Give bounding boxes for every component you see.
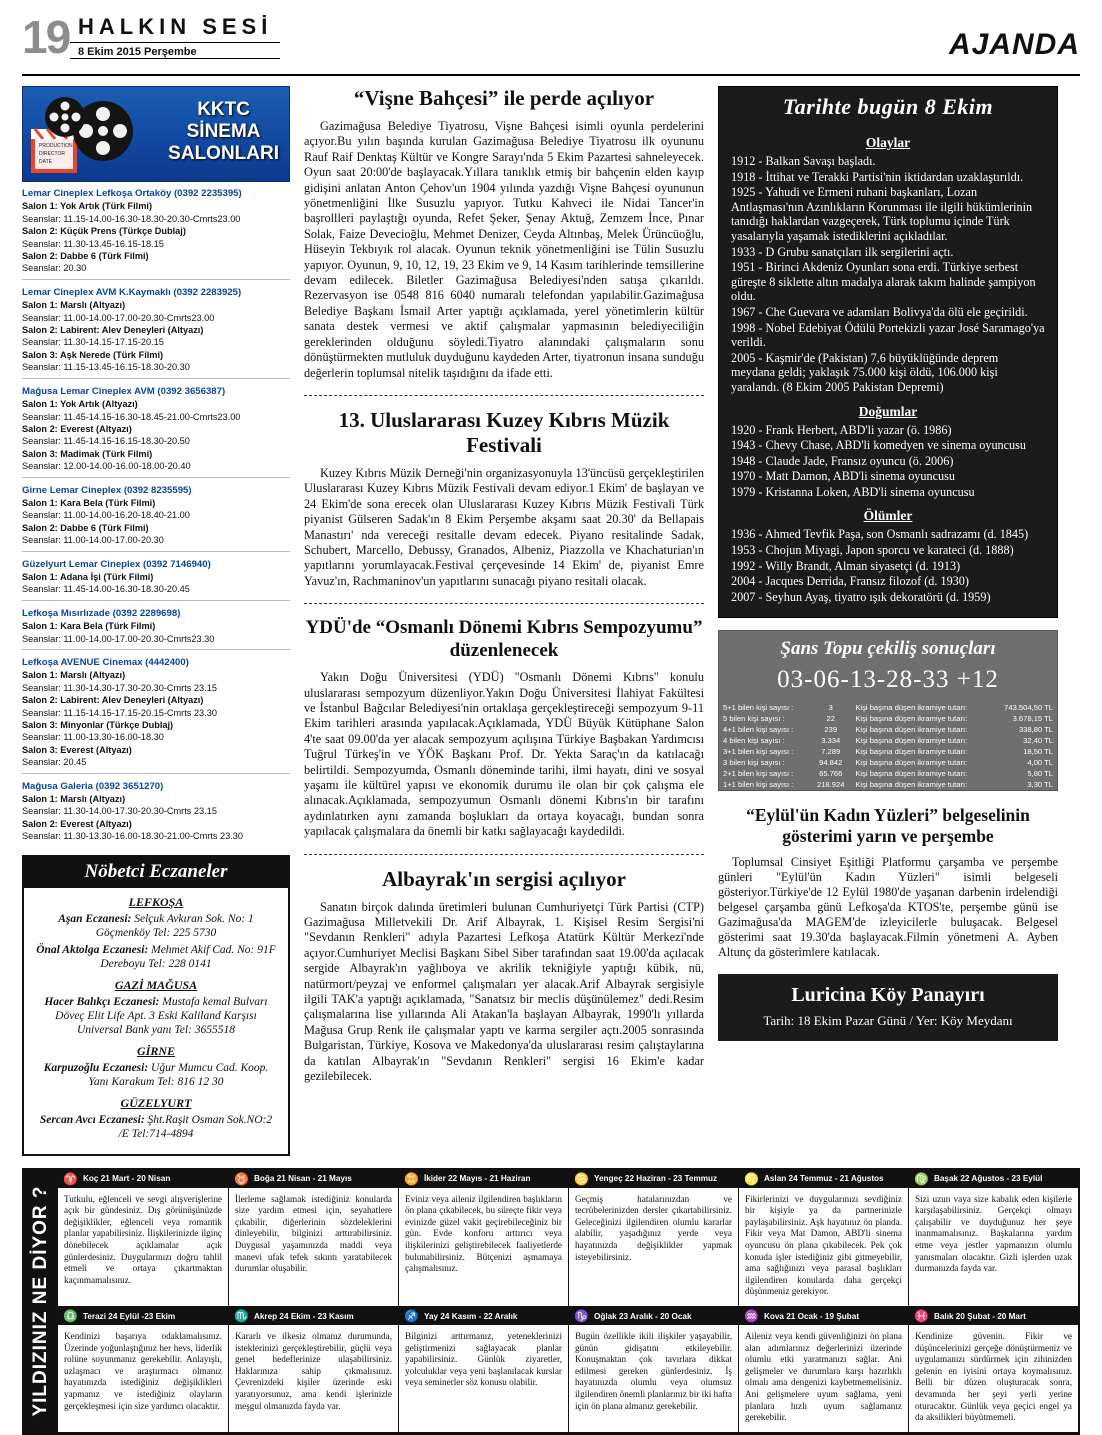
cinema-hall-film: Salon 1: Yok Artık (Türk Filmi) [22,201,153,212]
lottery-cell: 3.334 [821,736,841,746]
svg-text:DATE: DATE [39,159,52,165]
cinema-header-banner [22,86,290,182]
svg-text:PRODUCTION: PRODUCTION [39,143,73,149]
horoscope-text: Bugün özellikle ikili ilişkiler yaşayabilir, günün gidişatını etkileyebilir. Konuşmaktan çok tavırlara dikkat edilmesi gereken günlerdesiniz. İş hayatınızda olumlu veya olumsuz ilgilendiren önemli planlarınız bir iki hafta için ön plana almanız gerekebilir. [575,1331,732,1411]
cinema-divider [22,773,290,774]
horoscope-text: Fikirlerinizi ve duygularınızı sevdiğiniz bir kişiyle ya da partnerinizle paylaşabilirsiniz. Aşk hayatınız ön planda. Fikir veya Mat Damon, ABD'li sinema oyuncusu ön plana çıkabilecek. Pek çok konuda işler istediğiniz gibi gitmeyebilir, ama sağlığınızı veya parasal başlıkları ilgilendiren konularda daha gerçekçi düşünmeniz gerekiyor. [745,1193,902,1297]
cinema-theater-name: Girne Lemar Cineplex (0392 8235595) [22,484,192,496]
cinema-hall-film: Salon 2: Labirent: Alev Deneyleri (Altyazı) [22,695,204,706]
horoscope-sign-name: Boğa 21 Nisan - 21 Mayıs [253,1174,352,1184]
pharmacy-entry [34,943,278,971]
history-item: 2005 - Kaşmir'de (Pakistan) 7,6 büyüklüğünde deprem meydana geldi; yaklaşık 75.000 kişi öldü, 106.000 kişi yaralandı. (8 Ekim 2005 Pakistan Depremi) [731,350,999,394]
pharmacy-entry [34,912,278,940]
zodiac-icon: ♏ [234,1309,249,1324]
cinema-hall-film: Salon 3: Madimak (Türk Filmi) [22,448,153,459]
pharmacy-city-name: GÜZELYURT [120,1095,192,1110]
documentary-body [718,855,1058,960]
lottery-cell: 3,30 TL [1027,780,1053,790]
horoscope-sign-name: Kova 21 Ocak - 19 Şubat [763,1311,860,1321]
zodiac-icon: ♊ [404,1171,419,1186]
lottery-table [719,702,1057,790]
documentary-title: “Eylül'ün Kadın Yüzleri” belgeselinin gösterimi yarın ve perşembe [746,805,1030,847]
horoscope-grid [58,1170,1078,1433]
horoscope-cell [738,1307,908,1433]
article-divider [304,603,704,604]
article-paragraph: Yakın Doğu Üniversitesi (YDÜ) "Osmanlı Dönemi Kıbrıs" konulu uluslararası sempozyum düzenliyor.Yakın Doğu Üniversitesi İlahiyat Fakültesi ve İstanbul Bağcılar Belediyesi'nin ortaklaşa gerçekleştireceği sempozyum 9-11 Ekim tarihleri arasında yapılacak.Açıklamada, YDÜ Büyük Kütüphane Salon 4'te saat 09.00'da yer alacak sempozyum açılışına Türkiye Başbakan Yardımcısı Tuğrul Türkeş'in ve YÖK Başkanı Prof. Dr. Yekta Saraç'ın da katılacağı belirtildi. Sempozyumda, Osmanlı döneminde tarihi, ilmi hayatı, dini ve sosyal yaşamı ile kültürel yapısı ve ekonomik durumu ile olan bir çok çalışma ele alınacak.Açıklamada, sempozyumun Osmanlı dönemi Kıbrıs'ın bir tarafını aydınlatırken aynı zamanda boşlukları da ortaya koyacağı, bundan sonra yapılacak çalışmalara da önemli bir katkı sağlayacağı kaydedildi. [304,670,704,839]
article-body [304,466,704,589]
pharmacy-entry [34,1061,278,1089]
article-divider [304,854,704,855]
article-paragraph: Gazimağusa Belediye Tiyatrosu, Vişne Bahçesi isimli oyunla perdelerini açıyor.Bu yılın başında kurulan Gazimağusa Belediye Tiyatrosu ilk oyununu Rauf Raif Denktaş Kültür ve Kongre Sarayı'nda 5 Ekim Pazartesi sahneleyecek. Oyun saat 20:00'de başlayacak.Yıllara tanıklık etmiş bir bahçenin elden kayıp gidişini anlatan Anton Çehov'un 1904 yılında yazdığı Vişne Bahçesi oyununun yönetmenliğini İlke Susuzlu yapıyor. Tutku Kahveci ile Nidai Tancer'in başrollleri paylaştığı oyunda, Refet Şeker, Şenay Aktuğ, Zemzem İnce, Pınar Solak, Faize Devecioğlu, Mehmet Denizer, Ceyda Altınbaş, Melek Ürüncüoğlu, Hüseyin Tekbıyık rol alacak. Oyunun teknik yönetmenliğini ise Tülin Susuzlu yapıyor. Oyunun, 9, 10, 12, 19, 23 Ekim ve 9, 14 Kasım tarihlerinde temsillerine devam edilecek. Biletler Gazimağusa Belediyesi'nden satışa çıkarıldı. Rezervasyon ise 0548 816 6040 numaralı telefondan yapılabilir.Gazimağusa Belediye Başkanı İsmail Arter yaptığı açıklamada, yerel yönetimlerin kültür sanata destek vermesi ve aktif çalışmalar yapmasının belediyeciliğin gereklerinden olduğunu söyledi.Tiyatro alanındaki çalışmaların sonu dönüştürmekten mutluluk duyduğunu kaydeden Arter, tiyatronun insana sunduğu değerlerin toplumsal nitelik taşıdığını da ifade etti. [304,119,704,380]
cinema-showtimes: Seanslar: 11.15-13.45-16.15-18.30-20.30 [22,362,190,373]
horoscope-text: Kendinize güvenin. Fikir ve düşüncelerinizi gerçeğe dönüştürmeniz ve uygulamanızı sürdürmek için zihinizden gelenin en iyisini ortaya koymalısınız. Belli bir düzen oluşturacak sonra, devamında her şeyi yerli yerine oturacaktır. Günlük veya geçici engel ya da aksilikleri büyütmemeli. [915,1331,1072,1423]
lottery-cell: 32,40 TL [1023,736,1053,746]
history-section-heading: Olaylar [865,135,911,150]
pharmacy-address: Mehmet Akif Cad. No: 91F Dereboyu Tel: 228 0141 [100,943,276,970]
pharmacy-city-name: LEFKOŞA [128,894,184,909]
cinema-banner-line1: KKTC [197,99,250,120]
horoscope-cell [398,1307,568,1433]
horoscope-text: Bilginizi arttırmanız, yeteneklerinizi geliştirmenizi sağlayacak planlar yapabilirsiniz. Günlük ziyaretler, yolculuklar veya yeni başlanılacak kurslar veya seminerler söz konusu olabilir. [405,1331,562,1388]
cinema-hall-film: Salon 3: Aşk Nerede (Türk Filmi) [22,349,164,360]
horoscope-cell [738,1170,908,1307]
lottery-row [719,713,1057,724]
middle-column [304,86,704,1156]
history-item-list [731,527,1045,604]
horoscope-cell [228,1170,398,1307]
zodiac-icon: ♐ [404,1309,419,1324]
lottery-box [718,630,1058,791]
history-item: 1920 - Frank Herbert, ABD'li yazar (ö. 1986) [731,422,952,437]
history-item: 1951 - Birinci Akdeniz Oyunları sona erdi. Türkiye serbest güreşte 8 siklette altın madalya alarak takım halinde şampiyon oldu. [731,260,1036,304]
lottery-cell: Kişi başına düşen ikramiye tutarı: [855,747,968,757]
horoscope-cell [228,1307,398,1433]
cinema-divider [22,551,290,552]
history-item-list [731,154,1045,395]
cinema-theater-name: Mağusa Galeria (0392 3651270) [22,780,164,792]
lottery-cell: 4,00 TL [1027,758,1053,768]
horoscope-sign-name: Oğlak 23 Aralık - 20 Ocak [593,1311,692,1321]
cinema-hall-film: Salon 3: Everest (Altyazı) [22,744,132,755]
cinema-hall-film: Salon 1: Kara Bela (Türk Filmi) [22,497,156,508]
history-section-heading: Doğumlar [858,403,918,419]
lottery-cell: 218.924 [816,780,845,790]
lottery-cell: Kişi başına düşen ikramiye tutarı: [855,725,968,735]
cinema-banner-line2: SİNEMA [186,121,261,142]
lottery-row [719,702,1057,713]
article-title: 13. Uluslararası Kuzey Kıbrıs Müzik Festivali [338,407,670,457]
horoscope-text: Aileniz veya kendi güvenliğinizi ön plana alan adımlarınız değerlerinizi üzerinde olumlu etki yaratmanızı sağlar. Ani gelişmeler ve durumlara karşı hazırlıklı olmalı ama dengenizi kaybetmemelisiniz. Ani gelişmelere uyum sağlama, yeni planlara hızlı uyum sağlamanız gerekebilir. [745,1331,902,1423]
film-reel-icon [29,95,139,177]
lottery-row [719,724,1057,735]
cinema-theater-name: Lemar Cineplex AVM K.Kaymaklı (0392 2283925) [22,286,242,298]
article-ydu-sempozyum [304,616,704,839]
history-item: 2007 - Seyhun Ayaş, tiyatro ışık dekoratörü (d. 1959) [731,589,991,604]
today-in-history-content [719,135,1057,617]
cinema-showtimes: Seanslar: 11.30-14.15-17.15-20.15 [22,337,164,348]
lottery-cell: Kişi başına düşen ikramiye tutarı: [855,736,968,746]
horoscope-text: Sizi uzun vaya size kabalık eden kişilerle karşılaşabilirsiniz. Gerçekçi olmayı çalışabilir ve duyduğunuz her şeye inanmamalısınız. Başkalarına yardım etme veya jestler yapmanızın olumlu yanısmaları olacaktır. Gizli işlerden uzak durmanızda fayda var. [915,1193,1072,1274]
horoscope-sign-header [58,1170,228,1188]
history-item: 1967 - Che Guevara ve adamları Bolivya'da ölü ele geçirildi. [731,304,1028,319]
horoscope-sign-name: Yengeç 22 Haziran - 23 Temmuz [593,1174,718,1184]
zodiac-icon: ♎ [63,1309,78,1324]
pharmacy-city-name: GAZİ MAĞUSA [114,977,198,992]
pharmacy-entry [34,995,278,1037]
village-fair-subtitle: Tarih: 18 Ekim Pazar Günü / Yer: Köy Meydanı [763,1013,1013,1029]
article-documentary [718,805,1058,960]
cinema-banner-line3: SALONLARI [168,143,279,164]
horoscope-sign-header [739,1170,908,1188]
article-visne-bahcesi [304,86,704,381]
horoscope-cell [58,1170,228,1307]
cinema-showtimes: Seanslar: 11.15-14.15-17.15-20.15-Cmrts 23.30 [22,707,217,718]
lottery-cell: 7.289 [821,747,841,757]
cinema-hall-film: Salon 1: Marslı (Altyazı) [22,300,126,311]
horoscope-text: Eviniz veya aileniz ilgilendiren başlıkların ön plana çıkabilecek, bu süreçte fikir veya evinizde güzel vakit geçirebileceğiniz bir gün. Evde konforu arttırıcı veya ilişkilerinizi geliştirebilecek faaliyetlerde bulunabilirsiniz. Bütçenizi aşmamaya çalışmalısınız. [405,1193,562,1274]
article-divider [304,395,704,396]
cinema-showtimes: Seanslar: 20.45 [22,757,87,768]
cinema-hall-film: Salon 2: Labirent: Alev Deneyleri (Altyazı) [22,325,204,336]
village-fair-box [718,974,1058,1041]
history-section-heading: Ölümler [863,508,913,524]
history-item: 1943 - Chevy Chase, ABD'li komedyen ve sinema oyuncusu [731,438,1026,453]
horoscope-sign-name: Koç 21 Mart - 20 Nisan [82,1174,171,1184]
article-body [304,670,704,839]
today-in-history-box [718,86,1058,618]
cinema-showtimes: Seanslar: 11.00-13.30-16.00-18.30 [22,732,164,743]
history-item: 1979 - Kristanna Loken, ABD'li sinema oyuncusu [731,484,975,499]
newspaper-title: HALKIN SESİ [70,14,280,43]
lottery-cell: 4+1 bilen kişi sayısı : [723,725,794,735]
lottery-row [719,746,1057,757]
masthead-divider [22,74,1080,76]
lottery-cell: 3.678,15 TL [1012,714,1053,724]
article-title: “Vişne Bahçesi” ile perde açılıyor [353,86,655,110]
horoscope-sign-header [569,1307,738,1325]
article-albayrak-sergi [304,867,704,1085]
village-fair-title: Luricina Köy Panayırı [791,984,985,1007]
horoscope-sign-header [399,1307,568,1325]
cinema-showtimes: Seanslar: 11.45-14.15-16.15-18.30-20.50 [22,436,190,447]
lottery-cell: 18,50 TL [1023,747,1053,757]
lottery-cell: 3+1 bilen kişi sayısı : [723,747,794,757]
lottery-cell: 94.842 [819,758,843,768]
pharmacy-address: Selçuk Avkıran Sok. No: 1 Göçmenköy Tel: 225 5730 [95,912,254,939]
lottery-cell: 5+1 bilen kişi sayısı : [723,703,794,713]
lottery-cell: Kişi başına düşen ikramiye tutarı: [855,769,968,779]
lottery-cell: 1+1 bilen kişi sayısı : [723,780,794,790]
content-columns [22,86,1080,1156]
horoscope-sign-header [229,1170,398,1188]
left-column [22,86,290,1156]
cinema-showtimes: Seanslar: 11.00-14.00-16.20-18.40-21.00 [22,510,190,521]
pharmacy-name: Hacer Balıkçı Eczanesi: [44,995,163,1008]
horoscope-sign-name: Balık 20 Şubat - 20 Mart [933,1311,1026,1321]
pharmacy-city-name: GİRNE [136,1043,175,1058]
horoscope-cell [398,1170,568,1307]
history-item: 1948 - Claude Jade, Fransız oyuncu (ö. 2006) [731,453,954,468]
cinema-hall-film: Salon 2: Küçük Prens (Türkçe Dublaj) [22,226,186,237]
horoscope-text: İlerleme sağlamak istediğiniz konularda size yardım etmesi için, seyahatlere çıkabilir, diğerlerinin sözdeleklerini dinleyebilir, bilginizi arttırabilirsiniz. Duygusal yaşamınızda maddi veya manevi ufak tefek sıkıntı yaratabilecek durumlar oluşabilir. [235,1193,392,1274]
zodiac-icon: ♌ [744,1171,759,1186]
pharmacy-title: Nöbetci Eczaneler [24,857,288,888]
svg-text:DIRECTOR: DIRECTOR [39,151,66,157]
cinema-showtimes: Seanslar: 11.45-14.15-16.30-18.45-21.00-Cmrts23.00 [22,411,241,422]
article-paragraph: Sanatın birçok dalında üretimleri bulunan Cumhuriyetçi Türk Partisi (CTP) Gazimağusa Milletvekili Dr. Arif Albayrak, 1. Kişisel Resim Sergisi'ni "Sevdanın Renkleri" adıyla Pazartesi Lefkoşa Atatürk Kültür Merkezi'nde açıyor.Cumhuriyet Meclisi Başkanı Sibel Siber tarafından saat 19.00'da açılacak sergide Albayrak'ın yağlıboya ve akrilik tekniğiyle yaptığı kübik, nü, natürmort/peyzaj ve enformel çalışmaları yer alacak.Arif Albayrak sergisiyle ilgili TAK'a yaptığı açıklamada, "Sanatsız bir meclis düşünülemez" dedi.Resim çalışmalarına lise yıllarında Ali Atakan'la başlayan Albayrak, 1990'lı yıllarda Mağusa Grup Renk ile çalışmalar yaptı ve karma sergiler açtı.2005 sonrasında Bulgaristan, Türkiye, Kosova ve Makedonya'da uluslararası resim çalıştaylarına da katılan Albayrak'ın "Sevdanın Renkleri" sergisi 16 Ekim'e kadar gezilebilecek. [304,899,704,1084]
horoscope-cell [908,1170,1078,1307]
cinema-hall-film: Salon 2: Dabbe 6 (Türk Filmi) [22,522,149,533]
history-item: 1912 - Balkan Savaşı başladı. [731,154,876,168]
history-item: 1953 - Chojun Miyagi, Japon sporcu ve karateci (d. 1888) [731,543,1014,558]
horoscope-section [22,1168,1080,1435]
cinema-showtimes: Seanslar: 11.30-14.00-17.30-20.30-Cmrts 23.15 [22,806,217,817]
cinema-banner-title [168,99,279,165]
pharmacy-box [22,855,290,1156]
lottery-cell: Kişi başına düşen ikramiye tutarı: [855,758,968,768]
zodiac-icon: ♓ [914,1309,929,1324]
cinema-theater-name: Lemar Cineplex Lefkoşa Ortaköy (0392 2235395) [22,188,242,199]
pharmacy-entry [34,1113,278,1141]
article-body [304,119,704,381]
horoscope-cell [568,1307,738,1433]
cinema-theater-name: Mağusa Lemar Cineplex AVM (0392 3656387) [22,385,226,397]
cinema-hall-film: Salon 1: Yok Artık (Altyazı) [22,399,138,410]
cinema-divider [22,600,290,601]
cinema-divider [22,649,290,650]
cinema-hall-film: Salon 1: Adana İşi (Türk Filmi) [22,571,154,582]
page-number: 19 [22,11,70,63]
today-in-history-title: Tarihte bugün 8 Ekim [782,94,994,119]
zodiac-icon: ♍ [914,1171,929,1186]
horoscope-sign-header [58,1307,228,1325]
horoscope-sign-name: Yay 24 Kasım - 22 Aralık [423,1311,518,1321]
history-item: 1936 - Ahmed Tevfik Paşa, son Osmanlı sadrazamı (d. 1845) [731,527,1029,542]
section-title: AJANDA [948,28,1080,61]
pharmacy-name: Aşan Eczanesi: [58,912,135,925]
zodiac-icon: ♉ [234,1171,249,1186]
horoscope-text: Kendinizi başarıya odaklamalısınız. Üzerinde yoğunlaştığınız her hevs, liderlik rolüne soyunmanız gerekebilir. Anlayışlı, uzlaşmacı ve araştırmacı olmanız hayatınızda istediğiniz değişiklikleri yapmanız ve istediğiniz olayların gerçekleşmesi için size yardımcı olacaktır. [64,1331,222,1411]
cinema-theater-name: Lefkoşa Mısırlızade (0392 2289698) [22,607,181,619]
horoscope-text: Kararlı ve ilkesiz olmanız durumunda, isteklerinizi gerçekleştirebilir, güçlü veya genel hedeflerinize ulaşabilirsiniz. Haklarınıza sahip çıkmalısınız. Çevrenizdeki kişiler üzerinde eski yaratıyorsunuz, ama kendi işlerinizle meşgul olmanızda fayda var. [235,1331,392,1411]
history-item: 1925 - Yahudi ve Ermeni ruhani başkanları, Lozan Antlaşması'nın Azınlıkların Korunması ile ilgili hükümlerinin tanıdığı haklardan vazgeçerek, Türk toplumu içinde Türk yasalarıyla yaşamak istediklerini açıkladılar. [731,185,1033,243]
cinema-divider [22,477,290,478]
lottery-cell: 4 bilen kişi sayısı : [723,736,785,746]
horoscope-cell [58,1307,228,1433]
lottery-title: Şans Topu çekiliş sonuçları [780,638,996,660]
lottery-row [719,779,1057,790]
cinema-theater-name: Lefkoşa AVENUE Cinemax (4442400) [22,657,189,668]
history-item-list [731,423,1045,500]
cinema-showtimes: Seanslar: 11.15-14.00-16.30-18.30-20.30-Cmrts23.00 [22,213,241,224]
masthead-center [70,14,280,59]
history-item: 1998 - Nobel Edebiyat Ödülü Portekizli yazar José Saramago'ya verildi. [731,320,1045,350]
lottery-cell: Kişi başına düşen ikramiye tutarı: [855,780,968,790]
horoscope-sign-header [909,1307,1078,1325]
horoscope-text: Geçmiş hatalarınızdan ve tecrübelerinizden dersler çıkartabilirsiniz. Geleceğinizi ilgilendiren olumlu kararlar alabilir, yaşadığınız yerde veya hayatınızda değişiklikler yapmak isteyebilirsiniz. [575,1193,732,1262]
cinema-listings [22,188,290,843]
history-item: 1933 - D Grubu sanatçıları ilk sergilerini açtı. [731,244,954,259]
zodiac-icon: ♒ [744,1309,759,1324]
cinema-divider [22,279,290,280]
horoscope-sign-header [569,1170,738,1188]
lottery-cell: 65.766 [819,769,843,779]
cinema-showtimes: Seanslar: 11.30-13.45-16.15-18.15 [22,238,164,249]
horoscope-cell [568,1170,738,1307]
lottery-cell: 3 bilen kişi sayısı : [723,758,785,768]
cinema-showtimes: Seanslar: 11.45-14.00-16.30-18.30-20.45 [22,584,190,595]
zodiac-icon: ♈ [63,1171,78,1186]
horoscope-sign-header [909,1170,1078,1188]
cinema-hall-film: Salon 1: Marslı (Altyazı) [22,794,126,805]
cinema-divider [22,378,290,379]
horoscope-sign-header [399,1170,568,1188]
cinema-theater-name: Güzelyurt Lemar Cineplex (0392 7146940) [22,558,211,570]
lottery-cell: Kişi başına düşen ikramiye tutarı: [855,714,968,724]
lottery-row [719,768,1057,779]
lottery-cell: 3 [828,703,833,713]
lottery-cell: 5,80 TL [1027,769,1053,779]
pharmacy-name: Sercan Avcı Eczanesi: [39,1113,148,1126]
cinema-hall-film: Salon 2: Everest (Altyazı) [22,423,132,434]
pharmacy-address: Mustafa kemal Bulvarı Döveç Elit Life Apt. 3 Eski Kaliland Karşısı Universal Bank yanı Tel: 3655518 [55,995,268,1036]
article-body [304,900,704,1085]
lottery-cell: Kişi başına düşen ikramiye tutarı: [855,703,968,713]
lottery-row [719,735,1057,746]
horoscope-text: Tutkulu, eğlenceli ve sevgi alışverişlerine açık bir gündesiniz. Dış görünüşünüzde değişiklikler, eğlenceli veya romantik planlar yapabilirsiniz. İlişkilerinizde ilginç dönebilecek açıklamalar açık günlerdesiniz. Duygularınızı doğru tahlil etmeli ve ortaya çıkartmaktan kaçınmamalısınız. [64,1193,222,1285]
history-item: 1992 - Willy Brandt, Alman siyasetçi (d. 1913) [731,558,961,573]
article-paragraph: Kuzey Kıbrıs Müzik Derneği'nin organizasyonuyla 13'üncüsü gerçekleştirilen Uluslararası Kuzey Kıbrıs Müzik Festivali devam ediyor.1 Ekim' de başlayan ve 24 Ekim'de sona erecek olan Uluslararası Kuzey Kıbrıs Müzik Festivali Türk piyanist Gülseren Sadak'ın 8 Ekim Perşembe akşamı saat 20.30' da Bellapais Manastırı' nda vereceği resitalle devam edecek. Piyano resitalinde Sadak, Schubert, Marcello, Debussy, Granados, Albeniz, Piazzolla ve Khachaturian'ın yapıtlarını yorumlayacak.Festival çerçevesinde 14 Ekim' de, piyanist Emre Yavuz'ın, Rachmaninov'un yapıtlarını sunacağı piyano resitali olacak. [304,465,704,588]
cinema-hall-film: Salon 1: Marslı (Altyazı) [22,670,126,681]
pharmacy-address: Uğur Mumcu Cad. Koop. Yanı Karakum Tel: 816 12 30 [88,1061,269,1088]
cinema-showtimes: Seanslar: 11.00-14.00-17.00-20.30 [22,535,164,546]
pharmacy-address: Şht.Raşit Osman Sok.NO:2 /E Tel:714-4894 [118,1113,273,1140]
lottery-cell: 338,80 TL [1018,725,1053,735]
zodiac-icon: ♋ [574,1171,589,1186]
horoscope-sign-name: Aslan 24 Temmuz - 21 Ağustos [763,1174,884,1184]
lottery-cell: 2+1 bilen kişi sayısı : [723,769,794,779]
cinema-hall-film: Salon 3: Minyonlar (Türkçe Dublaj) [22,720,174,731]
lottery-cell: 239 [824,725,838,735]
issue-date: 8 Ekim 2015 Perşembe [70,43,280,59]
history-item: 1970 - Matt Damon, ABD'li sinema oyuncusu [731,469,955,484]
cinema-showtimes: Seanslar: 12.00-14.00-16.00-18.00-20.40 [22,461,191,472]
masthead [22,11,1080,70]
lottery-numbers: 03-06-13-28-33 +12 [777,666,999,694]
history-item: 2004 - Jacques Derrida, Fransız filozof (d. 1930) [731,574,969,589]
horoscope-sign-name: Başak 22 Ağustos - 23 Eylül [933,1174,1043,1184]
lottery-cell: 5 bilen kişi sayısı : [723,714,785,724]
pharmacy-list [24,888,288,1154]
cinema-hall-film: Salon 2: Dabbe 6 (Türk Filmi) [22,251,149,262]
cinema-showtimes: Seanslar: 11.30-14.30-17.30-20.30-Cmrts 23.15 [22,682,217,693]
horoscope-sign-header [229,1307,398,1325]
horoscope-side-label [24,1170,58,1433]
cinema-showtimes: Seanslar: 20.30 [22,263,87,274]
horoscope-sign-header [739,1307,908,1325]
zodiac-icon: ♑ [574,1309,589,1324]
pharmacy-name: Karpuzoğlu Eczanesi: [43,1061,152,1074]
cinema-showtimes: Seanslar: 11.30-13.30-16.00-18.30-21.00-Cmrts 23.30 [22,831,243,842]
documentary-paragraph: Toplumsal Cinsiyet Eşitliği Platformu çarşamba ve perşembe günleri "Eylül'ün Kadın Yüzleri" isimli belgeseli gösteriyor.Türkiye'de 12 Eylül 1980'de yaşanan darbenin irdelendiği belgesel çarşamba günü Lefkoşa'da KTOS'te, perşembe günü ise Gazimağusa'da MAGEM'de izleyicilerle buluşacak. Belgesel gösterimi saat 19.30'da başlayacak.Filmin yönetmeni A. Ayben Altunç da gösterimlere katılacak. [718,855,1058,960]
pharmacy-name: Önal Aktolga Eczanesi: [36,943,152,956]
horoscope-sign-name: İkider 22 Mayıs - 21 Haziran [423,1174,531,1184]
article-title: YDÜ'de “Osmanlı Dönemi Kıbrıs Sempozyumu” düzenlenecek [305,617,703,662]
right-column [718,86,1058,1156]
history-item: 1918 - İttihat ve Terakki Partisi'nin iktidardan uzaklaştırıldı. [731,169,1024,184]
lottery-cell: 743.504,50 TL [1004,703,1053,713]
article-muzik-festivali [304,408,704,589]
cinema-showtimes: Seanslar: 11.00-14.00-17.00-20.30-Cmrts23.30 [22,633,215,644]
cinema-hall-film: Salon 2: Everest (Altyazı) [22,818,132,829]
lottery-cell: 22 [826,714,835,724]
article-title: Albayrak'ın sergisi açılıyor [382,866,626,891]
lottery-row [719,757,1057,768]
horoscope-sign-name: Akrep 24 Ekim - 23 Kasım [253,1311,354,1321]
cinema-showtimes: Seanslar: 11.00-14.00-17.00-20.30-Cmrts23.00 [22,312,215,323]
cinema-hall-film: Salon 1: Kara Bela (Türk Filmi) [22,621,156,632]
horoscope-side-text: YILDIZINIZ NE DİYOR ? [30,1185,51,1417]
horoscope-sign-name: Terazi 24 Eylül -23 Ekim [82,1311,176,1321]
horoscope-cell [908,1307,1078,1433]
